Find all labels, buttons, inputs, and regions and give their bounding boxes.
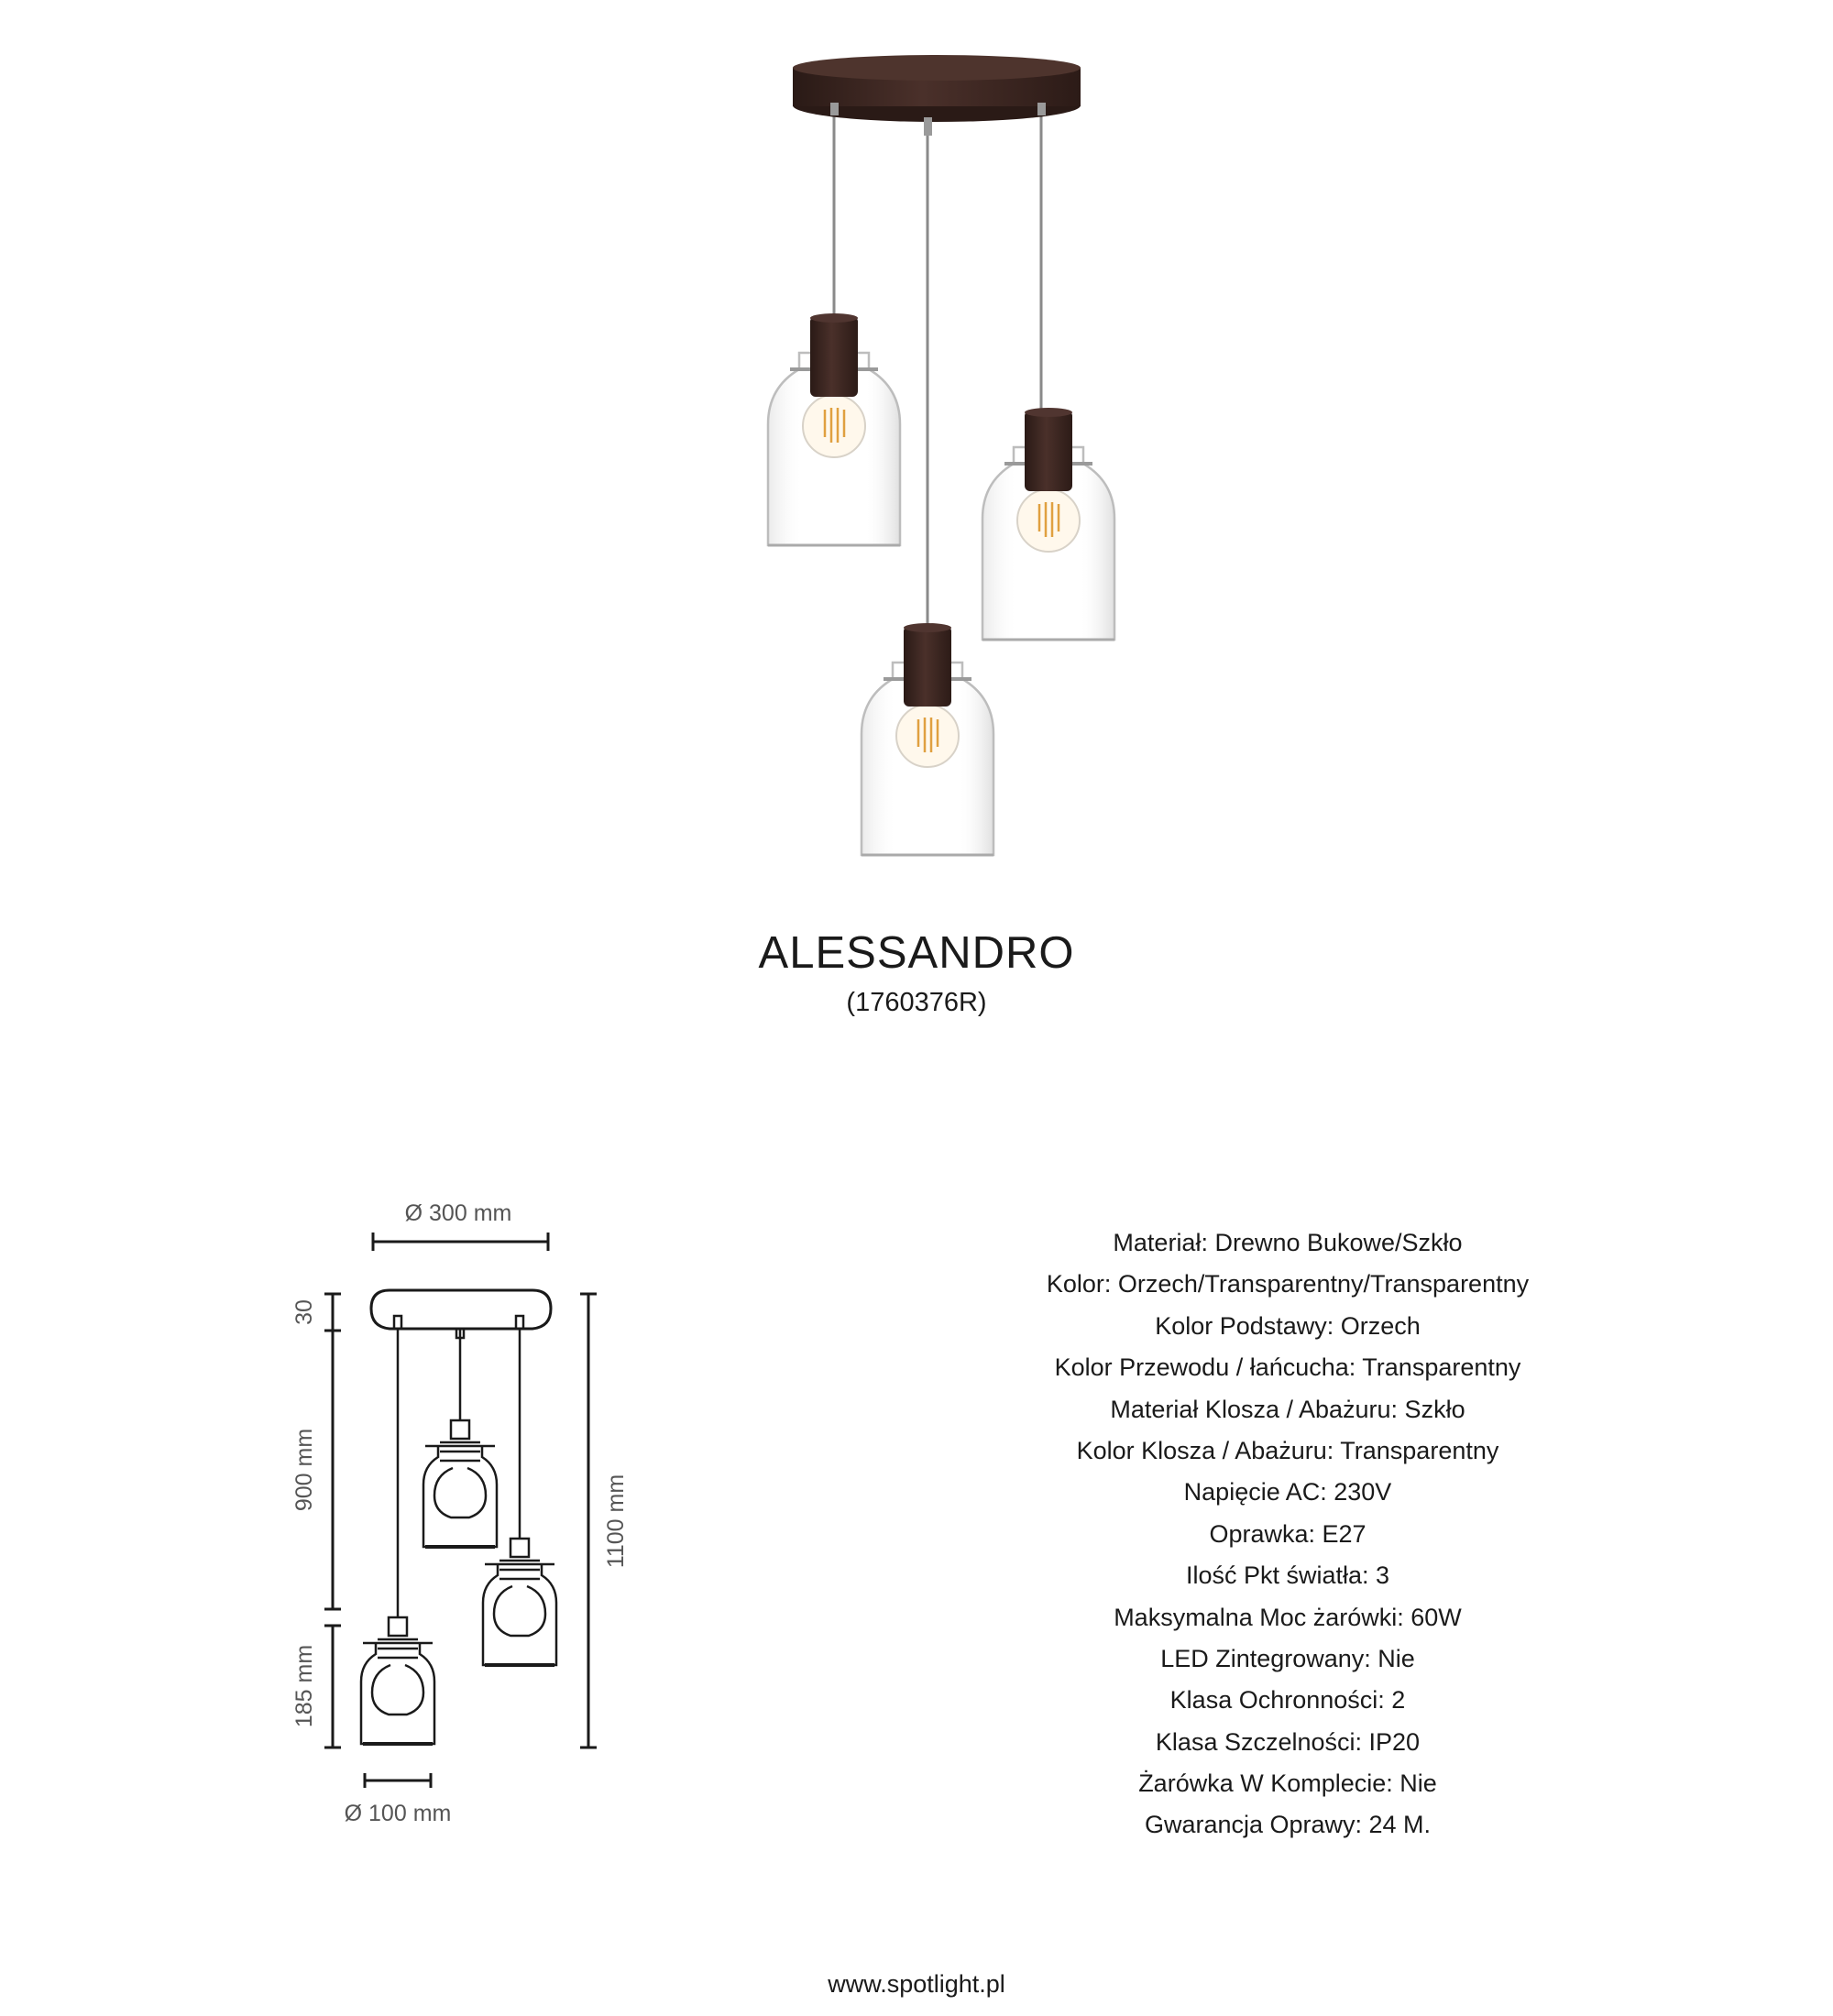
- spec-item: Żarówka W Komplecie: Nie: [1138, 1769, 1437, 1798]
- product-photo: [0, 0, 1833, 880]
- canopy-height-label: 30: [291, 1299, 317, 1325]
- spec-item: Kolor: Orzech/Transparentny/Transparentny: [1046, 1270, 1530, 1298]
- spec-list: [967, 1222, 1608, 1846]
- spec-item: Gwarancja Oprawy: 24 M.: [1144, 1811, 1432, 1839]
- spec-item: Maksymalna Moc żarówki: 60W: [1114, 1603, 1462, 1631]
- spec-item: Oprawka: E27: [1209, 1519, 1367, 1548]
- spec-item: Materiał: Drewno Bukowe/Szkło: [1113, 1229, 1463, 1256]
- shade-diameter-label: Ø 100 mm: [344, 1801, 452, 1826]
- cable-length-label: 900 mm: [291, 1428, 317, 1512]
- spec-item: Kolor Podstawy: Orzech: [1155, 1311, 1421, 1340]
- canopy-diameter-label: Ø 300 mm: [404, 1200, 512, 1226]
- total-height-label: 1100 mm: [603, 1474, 629, 1569]
- spec-item: Kolor Klosza / Abażuru: Transparentny: [1076, 1436, 1499, 1464]
- spec-item: Ilość Pkt światła: 3: [1185, 1561, 1390, 1590]
- product-name: ALESSANDRO: [758, 928, 1075, 978]
- dimension-drawing: [257, 1182, 678, 1869]
- product-code: (1760376R): [846, 988, 987, 1017]
- spec-item: Klasa Szczelności: IP20: [1155, 1727, 1421, 1756]
- website-link[interactable]: www.spotlight.pl: [828, 1970, 1005, 1998]
- spec-item: Kolor Przewodu / łańcucha: Transparentny: [1054, 1353, 1521, 1382]
- shade-height-label: 185 mm: [291, 1644, 317, 1728]
- spec-item: Napięcie AC: 230V: [1183, 1478, 1392, 1507]
- spec-item: Materiał Klosza / Abażuru: Szkło: [1110, 1395, 1465, 1423]
- spec-item: LED Zintegrowany: Nie: [1160, 1644, 1415, 1672]
- spec-item: Klasa Ochronności: 2: [1169, 1686, 1406, 1715]
